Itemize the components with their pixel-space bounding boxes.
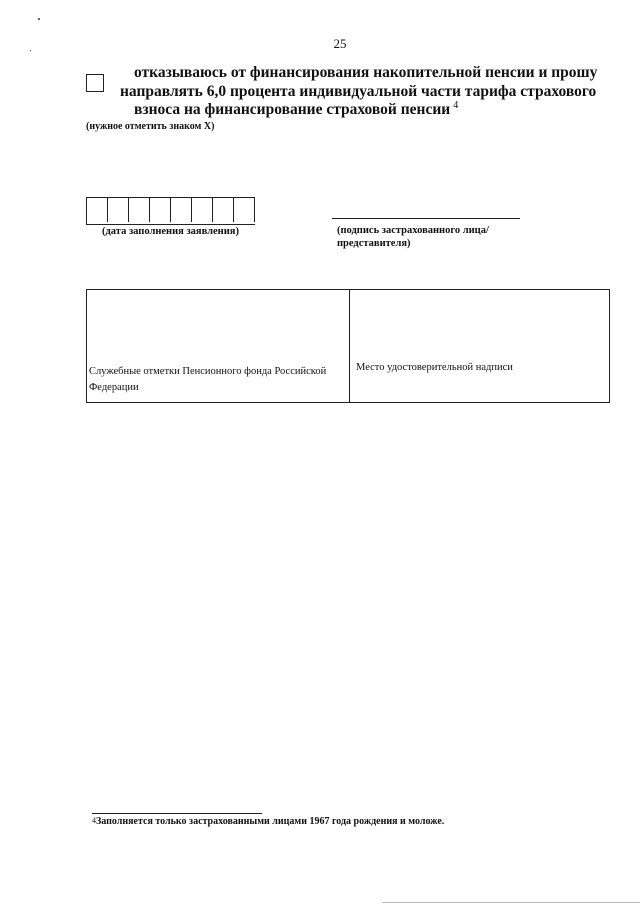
scan-speck xyxy=(38,18,40,20)
date-label: (дата заполнения заявления) xyxy=(102,226,239,237)
refusal-checkbox[interactable] xyxy=(86,74,104,92)
statement-line-2: направлять 6,0 процента индивидуальной части тарифа страхового xyxy=(120,82,597,100)
statement-line-1: отказываюсь от финансирования накопительной пенсии и прошу xyxy=(134,64,598,81)
certification-place-cell xyxy=(350,290,609,402)
date-cell[interactable] xyxy=(171,198,192,222)
pension-fund-marks-label: Служебные отметки Пенсионного фонда Российской Федерации xyxy=(89,366,327,393)
date-cell[interactable] xyxy=(129,198,150,222)
date-input-boxes[interactable] xyxy=(86,197,255,225)
signature-label-line-1: (подпись застрахованного лица/ xyxy=(337,225,489,236)
date-cell[interactable] xyxy=(234,198,255,222)
footnote-divider xyxy=(92,813,262,814)
pension-fund-marks-cell xyxy=(87,290,350,402)
footnote-text: Заполняется только застрахованными лицами 1967 года рождения и моложе. xyxy=(96,816,445,827)
statement-line-3-text: взноса на финансирование страховой пенсии xyxy=(134,101,451,118)
date-cell[interactable] xyxy=(213,198,234,222)
date-cell[interactable] xyxy=(150,198,171,222)
footnote-marker: 4 xyxy=(92,816,96,825)
certification-place-label: Место удостоверительной надписи xyxy=(356,362,513,373)
signature-label xyxy=(337,224,537,250)
signature-line[interactable] xyxy=(332,218,520,219)
service-marks-table xyxy=(86,289,610,403)
date-cell[interactable] xyxy=(87,198,108,222)
marking-hint: (нужное отметить знаком X) xyxy=(86,121,215,132)
date-cell[interactable] xyxy=(108,198,129,222)
signature-label-line-2: представителя) xyxy=(337,238,411,249)
statement-line-3 xyxy=(134,101,590,120)
date-cell[interactable] xyxy=(192,198,213,222)
scan-edge xyxy=(382,902,640,903)
footnote xyxy=(92,816,444,827)
footnote-reference: 4 xyxy=(453,100,459,111)
page-number: 25 xyxy=(333,36,347,51)
statement-text xyxy=(120,64,598,120)
